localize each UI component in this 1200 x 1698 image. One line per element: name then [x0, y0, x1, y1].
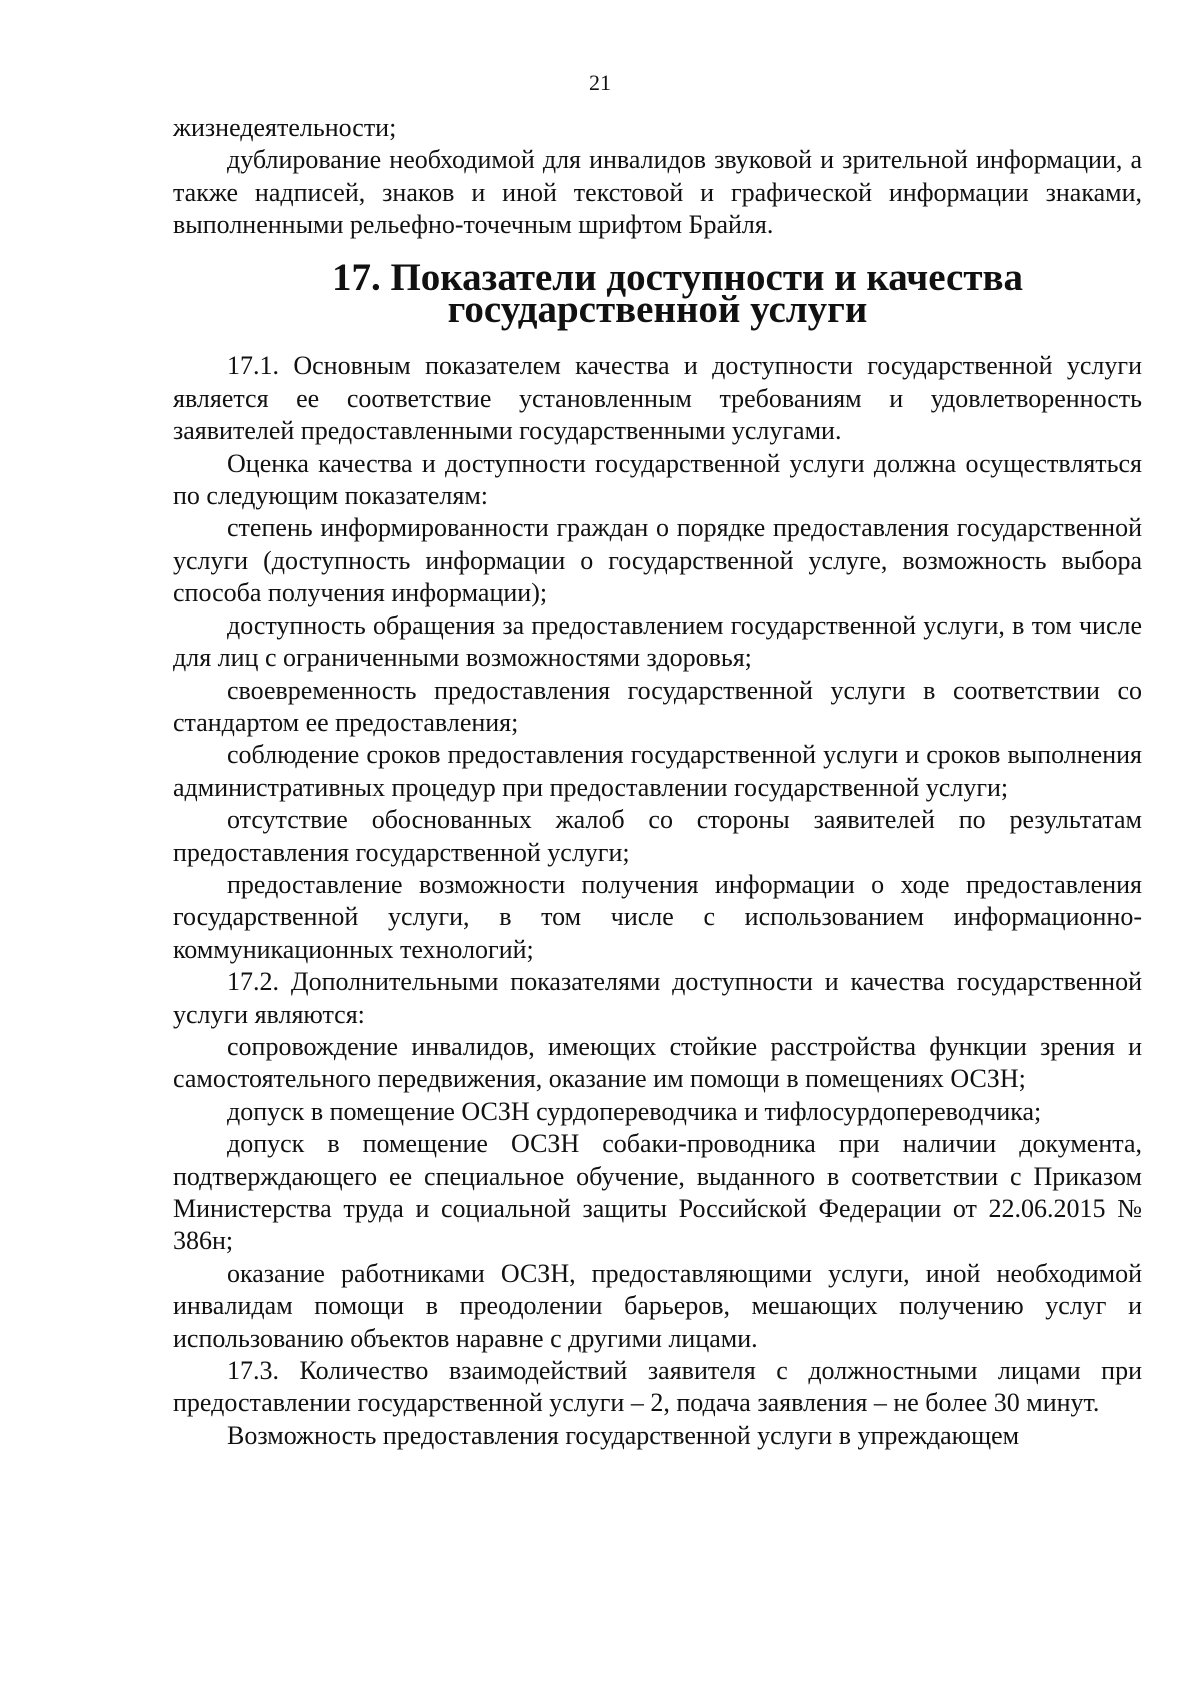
paragraph-assessment-intro: Оценка качества и доступности государственной услуги должна осуществляться по следующим показателям:: [173, 448, 1142, 511]
paragraph-progress-info: предоставление возможности получения информации о ходе предоставления государственной услуги, в том числе с использованием информационно-коммуникационных технологий;: [173, 869, 1142, 964]
page-number: 21: [589, 70, 611, 95]
paragraph-accessibility: доступность обращения за предоставлением государственной услуги, в том числе для лиц с ограниченными возможностями здоровья;: [173, 610, 1142, 673]
paragraph-informedness: степень информированности граждан о порядке предоставления государственной услуги (доступность информации о государственной услуге, возможность выбора способа получения информации);: [173, 513, 1142, 608]
paragraph-17-1: 17.1. Основным показателем качества и доступности государственной услуги является ее соответствие установленным требованиям и удовлетворенность заявителей предоставленными государственными услугами.: [173, 351, 1142, 446]
paragraph-interpreter: допуск в помещение ОСЗН сурдопереводчика и тифлосурдопереводчика;: [227, 1096, 1042, 1126]
paragraph-guide-dog: допуск в помещение ОСЗН собаки-проводника при наличии документа, подтверждающего ее специальное обучение, выданного в соответствии с Приказом Министерства труда и социальной защиты Российской Федерации от 22.06.2015 № 386н;: [173, 1129, 1142, 1256]
paragraph-timeliness: своевременность предоставления государственной услуги в соответствии со стандартом ее предоставления;: [173, 675, 1142, 737]
document-body: [173, 112, 1142, 1452]
paragraph-complaints: отсутствие обоснованных жалоб со стороны заявителей по результатам предоставления государственной услуги;: [173, 805, 1142, 867]
paragraph-braille-duplication: дублирование необходимой для инвалидов звуковой и зрительной информации, а также надписей, знаков и иной текстовой и графической информации знаками, выполненными рельефно-точечным шрифтом Брайля.: [173, 145, 1142, 240]
paragraph-escort: сопровождение инвалидов, имеющих стойкие расстройства функции зрения и самостоятельного передвижения, оказание им помощи в помещениях ОСЗН;: [173, 1031, 1142, 1094]
paragraph-17-2: 17.2. Дополнительными показателями доступности и качества государственной услуги являются:: [173, 967, 1142, 1029]
section-heading: 17. Показатели доступности и качества государственной услуги: [331, 255, 1024, 332]
paragraph-17-3: 17.3. Количество взаимодействий заявителя с должностными лицами при предоставлении государственной услуги – 2, подача заявления – не более 30 минут.: [173, 1356, 1142, 1418]
paragraph-proactive: Возможность предоставления государственной услуги в упреждающем: [227, 1420, 1020, 1450]
paragraph-continuation: жизнедеятельности;: [173, 113, 397, 142]
paragraph-staff-assistance: оказание работниками ОСЗН, предоставляющими услуги, иной необходимой инвалидам помощи в преодолении барьеров, мешающих получению услуг и использованию объектов наравне с другими лицами.: [173, 1258, 1142, 1353]
paragraph-deadlines: соблюдение сроков предоставления государственной услуги и сроков выполнения административных процедур при предоставлении государственной услуги;: [173, 740, 1142, 802]
